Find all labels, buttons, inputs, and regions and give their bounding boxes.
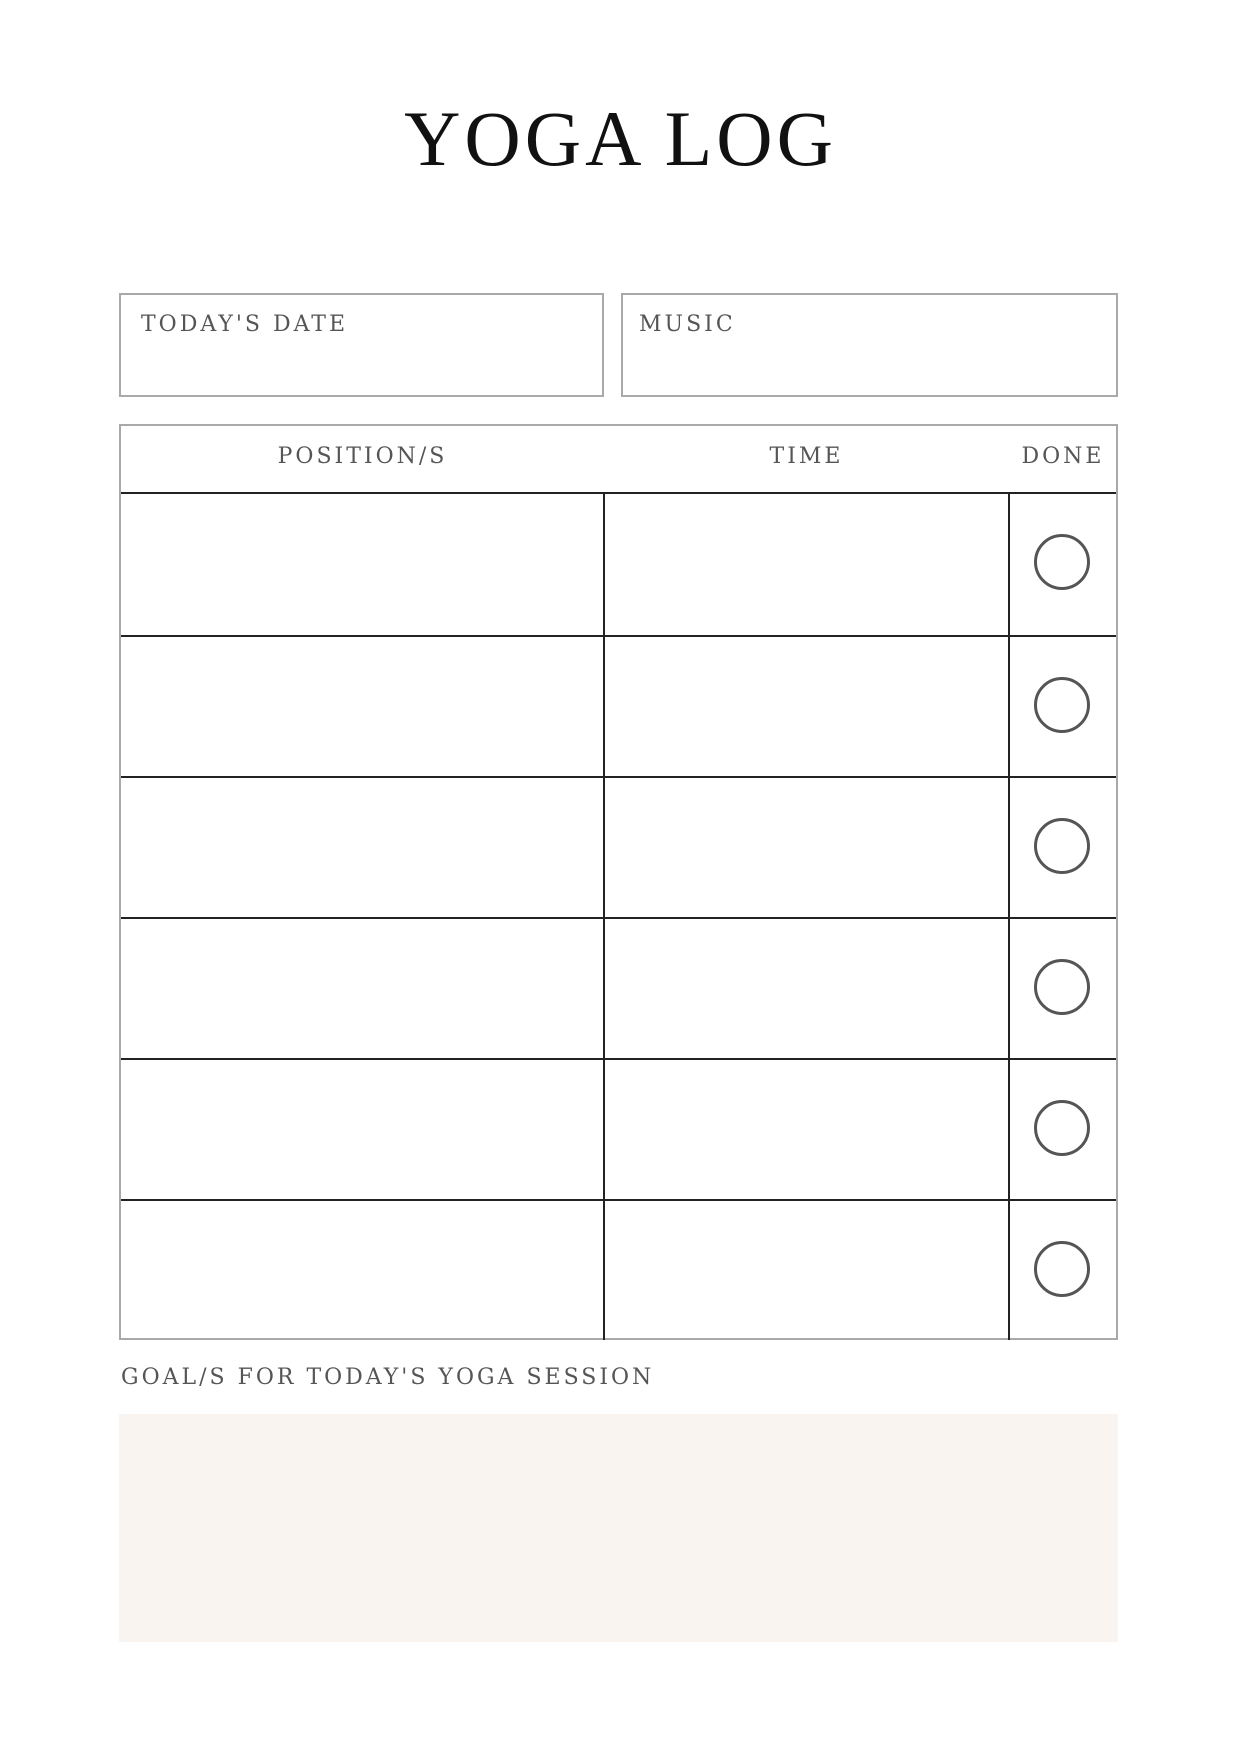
done-cell [1010,778,1116,917]
done-checkbox-icon[interactable] [1034,1241,1090,1297]
header-positions: POSITION/S [277,444,448,469]
music-field[interactable] [621,293,1118,397]
position-cell[interactable] [121,1060,605,1199]
goals-label: GOAL/S FOR TODAY'S YOGA SESSION [121,1365,655,1390]
table-row [121,494,1116,635]
time-cell[interactable] [605,919,1010,1058]
header-done: DONE [1021,444,1105,469]
goals-text-area[interactable] [119,1414,1118,1642]
done-cell [1010,919,1116,1058]
done-checkbox-icon[interactable] [1034,1100,1090,1156]
yoga-log-table [119,424,1118,1340]
done-cell [1010,1201,1116,1340]
done-cell [1010,1060,1116,1199]
todays-date-field[interactable] [119,293,604,397]
time-cell[interactable] [605,1060,1010,1199]
table-row [121,1199,1116,1340]
done-cell [1010,637,1116,776]
position-cell[interactable] [121,494,605,635]
header-time: TIME [769,444,844,469]
music-label: MUSIC [639,312,736,337]
done-checkbox-icon[interactable] [1034,959,1090,1015]
done-cell [1010,494,1116,635]
position-cell[interactable] [121,1201,605,1340]
table-row [121,917,1116,1058]
time-cell[interactable] [605,494,1010,635]
table-row [121,776,1116,917]
table-header [121,426,1116,494]
position-cell[interactable] [121,919,605,1058]
time-cell[interactable] [605,778,1010,917]
table-row [121,635,1116,776]
todays-date-label: TODAY'S DATE [141,312,349,337]
time-cell[interactable] [605,637,1010,776]
time-cell[interactable] [605,1201,1010,1340]
table-row [121,1058,1116,1199]
page-title: YOGA LOG [404,95,837,182]
position-cell[interactable] [121,778,605,917]
done-checkbox-icon[interactable] [1034,534,1090,590]
position-cell[interactable] [121,637,605,776]
done-checkbox-icon[interactable] [1034,677,1090,733]
done-checkbox-icon[interactable] [1034,818,1090,874]
